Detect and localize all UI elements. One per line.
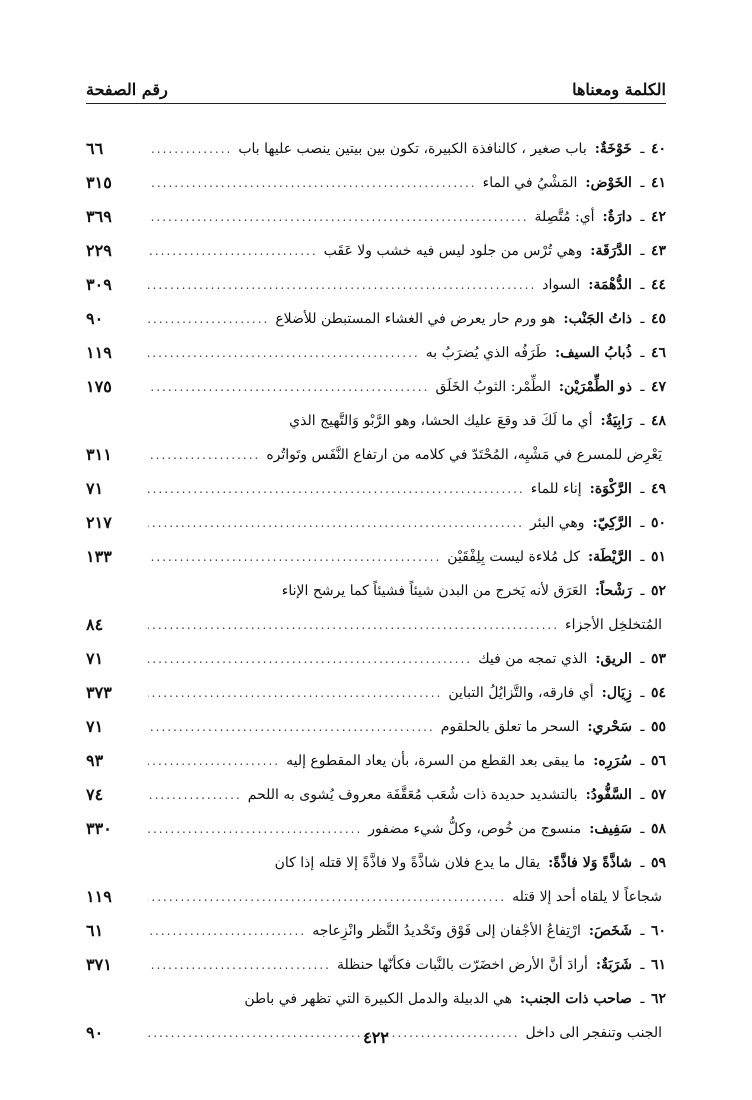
entry-page-number: ٧١	[86, 717, 104, 736]
entry-term: ذُبابُ السيف:	[554, 345, 632, 361]
glossary-entry	[86, 370, 666, 404]
entry-page-number: ٧١	[86, 479, 104, 498]
entry-term: سَفِيف:	[589, 821, 632, 837]
entry-line	[148, 336, 666, 370]
glossary-entry	[86, 642, 666, 676]
glossary-entry	[86, 302, 666, 336]
entry-line	[148, 676, 666, 710]
entry-line	[148, 132, 666, 166]
entry-number: ٥٠	[650, 515, 666, 531]
entry-dash: ـ	[635, 311, 649, 327]
entry-definition: أي فارقه، والتَّزايُلُ التباين	[448, 685, 594, 701]
entry-dash: ـ	[635, 515, 649, 531]
entry-line	[148, 642, 666, 676]
entry-definition: المَشْيُ في الماء	[482, 175, 578, 191]
entry-dash: ـ	[635, 753, 649, 769]
entry-dash: ـ	[635, 141, 649, 157]
leader-dots	[148, 244, 318, 258]
entry-term: زِيَال:	[601, 685, 632, 701]
entry-page-number: ٩٠	[86, 1023, 104, 1042]
entry-line	[148, 540, 666, 574]
entry-term: شَخَصَ:	[588, 923, 632, 939]
glossary-entry	[86, 710, 666, 744]
entry-number: ٦٢	[650, 991, 666, 1007]
entry-number: ٤٥	[650, 311, 666, 327]
entry-term: الدَّرَقَة:	[590, 243, 632, 259]
leader-dots	[148, 822, 362, 836]
glossary-list	[86, 132, 666, 1050]
entry-dash: ـ	[635, 991, 649, 1007]
entry-dash: ـ	[635, 379, 649, 395]
entry-definition-continued: شجاعاً لا يلقاه أحد إلا قتله	[512, 889, 662, 905]
leader-dots	[148, 482, 525, 496]
leader-dots	[148, 210, 529, 224]
leader-dots	[148, 652, 472, 666]
leader-dots	[148, 142, 232, 156]
entry-number: ٥١	[650, 549, 666, 565]
entry-term: رَابِيَةٌ:	[600, 413, 632, 429]
entry-dash: ـ	[635, 175, 649, 191]
entry-dash: ـ	[635, 821, 649, 837]
leader-dots	[148, 448, 260, 462]
entry-line	[148, 914, 666, 948]
leader-dots	[148, 312, 269, 326]
leader-dots	[148, 278, 536, 292]
entry-definition-continued: يَعْرِض للمسرع في مَشْيِه، المُحْتَدّ في كلامه من ارتفاع النَّفَس وتَواتُره	[266, 447, 662, 463]
leader-dots	[148, 924, 306, 938]
entry-term: دارَةٌ:	[602, 209, 632, 225]
entry-dash: ـ	[635, 413, 649, 429]
glossary-entry	[86, 914, 666, 948]
glossary-entry	[86, 336, 666, 370]
entry-number: ٤٠	[650, 141, 666, 157]
entry-number: ٤٤	[650, 277, 666, 293]
leader-dots	[148, 720, 435, 734]
entry-dash: ـ	[635, 277, 649, 293]
entry-term: الخَوْض:	[585, 175, 632, 191]
entry-line	[148, 268, 666, 302]
entry-definition: العَرَق لأنه يَخرج من البدن شيئاً فشيئاً كما يرشح الإناء	[281, 583, 587, 599]
leader-dots	[148, 754, 280, 768]
glossary-entry	[86, 744, 666, 778]
entry-dash: ـ	[635, 719, 649, 735]
entry-line	[148, 710, 666, 744]
entry-number: ٦١	[650, 957, 666, 973]
entry-page-number: ٩٠	[86, 309, 104, 328]
entry-number: ٥٨	[650, 821, 666, 837]
entry-definition: وهي تُرْس من جلود ليس فيه خشب ولا عَقَب	[323, 243, 583, 259]
entry-line	[148, 166, 666, 200]
page-header	[86, 68, 666, 104]
entry-definition: السواد	[542, 277, 581, 293]
entry-number: ٤١	[650, 175, 666, 191]
entry-number: ٥٢	[650, 583, 666, 599]
entry-dash: ـ	[635, 923, 649, 939]
entry-page-number: ٨٤	[86, 615, 104, 634]
entry-term: ذاتُ الجَنْب:	[563, 311, 632, 327]
leader-dots	[148, 788, 242, 802]
entry-page-number: ٣٧٣	[86, 683, 112, 702]
entry-definition-continued: المُتخلخِل الأجزاء	[565, 617, 662, 633]
entry-definition: كل مُلاءة ليست بِلِفْقَيْن	[447, 549, 580, 565]
entry-dash: ـ	[635, 209, 649, 225]
glossary-entry	[86, 574, 666, 642]
entry-line	[148, 200, 666, 234]
entry-page-number: ١١٩	[86, 343, 112, 362]
entry-number: ٤٧	[650, 379, 666, 395]
entry-term: الريق:	[595, 651, 632, 667]
glossary-entry	[86, 166, 666, 200]
entry-definition: ارْتِفاعُ الأجْفان إلى فَوْق وتَحْديدُ النَّظر وانْزِعاجه	[312, 923, 581, 939]
entry-number: ٤٦	[650, 345, 666, 361]
entry-number: ٤٩	[650, 481, 666, 497]
glossary-entry	[86, 676, 666, 710]
entry-dash: ـ	[635, 481, 649, 497]
entry-line	[148, 370, 666, 404]
entry-page-number: ١٧٥	[86, 377, 112, 396]
glossary-entry	[86, 268, 666, 302]
entry-definition: أي ما لَكَ قد وقعَ عليك الحشا، وهو الرَّبْو وَالتَّهيج الذي	[289, 413, 593, 429]
leader-dots	[148, 516, 524, 530]
entry-page-number: ٣١١	[86, 445, 112, 464]
leader-dots	[148, 176, 477, 190]
entry-page-number: ٧١	[86, 649, 104, 668]
entry-page-number: ١١٩	[86, 887, 112, 906]
glossary-entry	[86, 846, 666, 914]
entry-line	[148, 506, 666, 540]
entry-number: ٥٣	[650, 651, 666, 667]
entry-page-number: ٧٤	[86, 785, 104, 804]
glossary-entry	[86, 506, 666, 540]
entry-line	[148, 778, 666, 812]
entry-line	[148, 302, 666, 336]
entry-number: ٥٥	[650, 719, 666, 735]
glossary-entry	[86, 404, 666, 472]
entry-definition: أرادَ أنَّ الأرض اخضَرّت بالنَّبات فكأنّها حنظلة	[336, 957, 588, 973]
entry-line	[148, 574, 666, 608]
entry-definition: منسوج من خُوص، وكلُّ شيء مضفور	[368, 821, 582, 837]
entry-dash: ـ	[635, 345, 649, 361]
entry-definition: وهي البئر	[529, 515, 585, 531]
entry-line-continued	[148, 880, 666, 914]
entry-page-number: ٣٧١	[86, 955, 112, 974]
leader-dots	[148, 550, 441, 564]
entry-line	[148, 948, 666, 982]
glossary-entry	[86, 234, 666, 268]
entry-definition: هو ورم حار يعرض في الغشاء المستبطن للأضلاع	[275, 311, 556, 327]
leader-dots	[148, 958, 331, 972]
leader-dots	[148, 890, 506, 904]
entry-dash: ـ	[635, 243, 649, 259]
entry-dash: ـ	[635, 957, 649, 973]
entry-page-number: ٣١٥	[86, 173, 112, 192]
entry-number: ٥٤	[650, 685, 666, 701]
entry-term: شَرَبَةٌ:	[595, 957, 632, 973]
entry-term: الدُّهْمَة:	[588, 277, 632, 293]
leader-dots	[148, 346, 420, 360]
entry-dash: ـ	[635, 651, 649, 667]
entry-term: الرَّيْطَة:	[588, 549, 632, 565]
entry-definition: بالتشديد حديدة ذات شُعَب مُعَقَّفَة معروف يُشوى به اللحم	[247, 787, 578, 803]
entry-line	[148, 846, 666, 880]
entry-definition: طَرَفُه الذي يُضرَبُ به	[425, 345, 547, 361]
entry-term: سُرَرِه:	[593, 753, 632, 769]
entry-term: صاحب ذات الجنب:	[519, 991, 632, 1007]
glossary-entry	[86, 200, 666, 234]
header-page-column: رقم الصفحة	[86, 80, 168, 99]
entry-definition: باب صغير ، كالنافذة الكبيرة، تكون بين بيتين ينصب عليها باب	[238, 141, 587, 157]
page-number: ٤٢٢	[363, 1028, 389, 1047]
entry-number: ٤٨	[650, 413, 666, 429]
entry-term: ذو الطِّمْرَيْن:	[558, 379, 632, 395]
entry-dash: ـ	[635, 787, 649, 803]
entry-number: ٥٧	[650, 787, 666, 803]
entry-term: شاذَّةً وَلا فاذَّةً:	[548, 855, 632, 871]
entry-definition: أي: مُتَّصِلة	[534, 209, 595, 225]
entry-dash: ـ	[635, 549, 649, 565]
entry-definition: هي الدبيلة والدمل الكبيرة التي تظهر في باطن	[244, 991, 512, 1007]
entry-term: السَّفُّودُ:	[585, 787, 632, 803]
entry-line	[148, 744, 666, 778]
entry-term: رَشْحاً:	[594, 583, 632, 599]
glossary-entry	[86, 540, 666, 574]
entry-term: الرَّكْوَة:	[589, 481, 632, 497]
entry-definition: السحر ما تعلق بالحلقوم	[440, 719, 580, 735]
entry-number: ٥٦	[650, 753, 666, 769]
entry-number: ٤٢	[650, 209, 666, 225]
entry-page-number: ٦١	[86, 921, 104, 940]
leader-dots	[148, 380, 430, 394]
entry-definition: يقال ما يدع فلان شاذَّةً ولا فاذَّةً إلا قتله إذا كان	[274, 855, 541, 871]
entry-dash: ـ	[635, 583, 649, 599]
entry-dash: ـ	[635, 855, 649, 871]
glossary-entry	[86, 948, 666, 982]
glossary-entry	[86, 132, 666, 166]
entry-line	[148, 982, 666, 1016]
entry-page-number: ٣٠٩	[86, 275, 112, 294]
entry-number: ٤٣	[650, 243, 666, 259]
entry-number: ٥٩	[650, 855, 666, 871]
entry-definition-continued: الجنب وتنفجر الى داخل	[525, 1025, 662, 1041]
leader-dots	[148, 686, 442, 700]
entry-number: ٦٠	[650, 923, 666, 939]
glossary-entry	[86, 472, 666, 506]
entry-page-number: ٦٦	[86, 139, 104, 158]
entry-page-number: ٣٣٠	[86, 819, 112, 838]
entry-page-number: ٣٦٩	[86, 207, 112, 226]
entry-line	[148, 472, 666, 506]
glossary-entry	[86, 778, 666, 812]
entry-page-number: ٩٣	[86, 751, 104, 770]
entry-term: الرَّكِيّ:	[592, 515, 632, 531]
entry-line-continued	[148, 438, 666, 472]
entry-definition: ما يبقى بعد القطع من السرة، بأن يعاد المقطوع إليه	[286, 753, 586, 769]
entry-page-number: ٢٢٩	[86, 241, 112, 260]
entry-page-number: ٢١٧	[86, 513, 112, 532]
entry-line-continued	[148, 608, 666, 642]
header-title: الكلمة ومعناها	[572, 80, 666, 99]
entry-term: خَوْخَةٌ:	[594, 141, 632, 157]
glossary-entry	[86, 812, 666, 846]
entry-definition: إناء للماء	[530, 481, 582, 497]
entry-line	[148, 404, 666, 438]
entry-definition: الطِّمْر: الثوبُ الخَلَق	[435, 379, 551, 395]
entry-definition: الذي تمجه من فيك	[478, 651, 588, 667]
entry-line	[148, 812, 666, 846]
entry-dash: ـ	[635, 685, 649, 701]
entry-term: سَحْري:	[587, 719, 632, 735]
leader-dots	[148, 618, 559, 632]
entry-page-number: ١٣٣	[86, 547, 112, 566]
entry-line	[148, 234, 666, 268]
